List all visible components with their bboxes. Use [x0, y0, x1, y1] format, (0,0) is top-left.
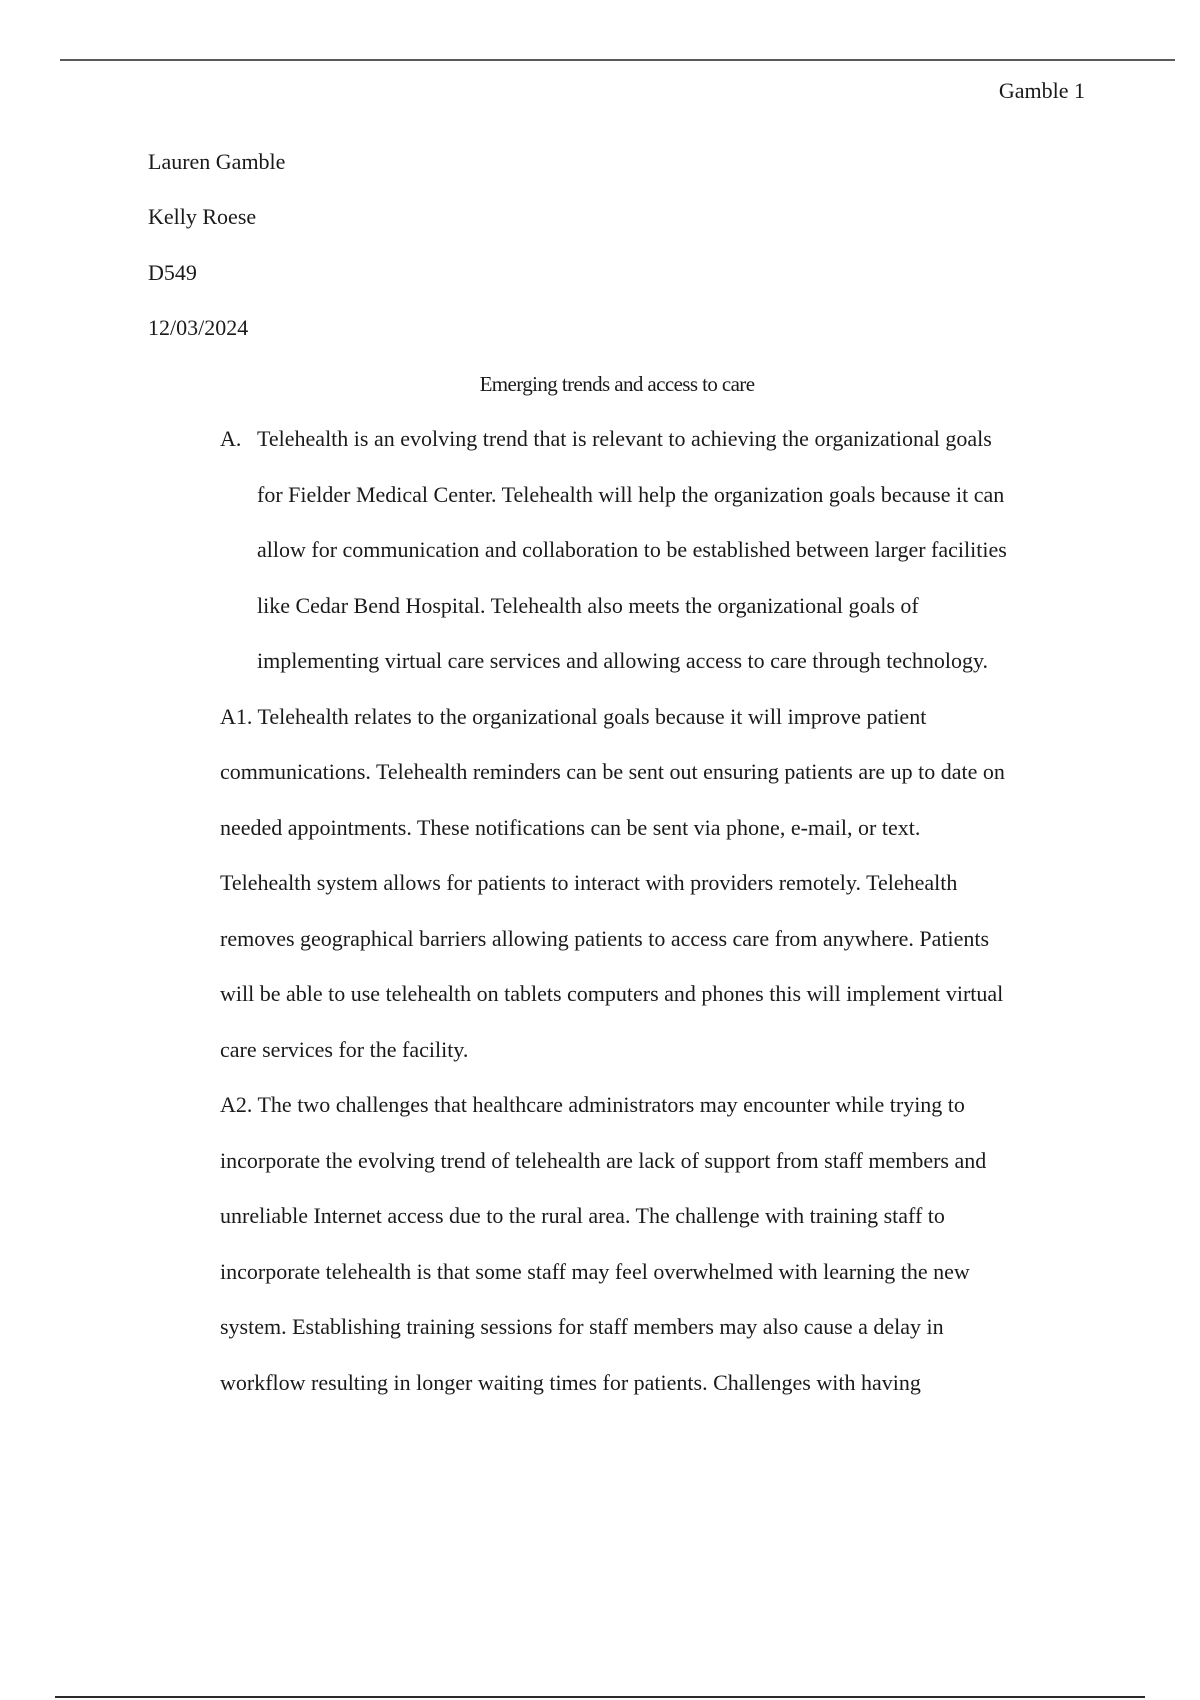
section-a-line: allow for communication and collaboration to be established between larger facilities	[257, 537, 1007, 562]
section-a2-line: workflow resulting in longer waiting times for patients. Challenges with having	[220, 1370, 921, 1395]
running-head: Gamble 1	[998, 78, 1085, 103]
section-a-line: implementing virtual care services and allowing access to care through technology.	[257, 648, 989, 673]
author-name: Lauren Gamble	[148, 149, 286, 174]
document-date: 12/03/2024	[148, 315, 249, 340]
section-a2-line: system. Establishing training sessions for staff members may also cause a delay in	[220, 1314, 944, 1339]
course-code: D549	[148, 260, 197, 285]
section-a2-line: incorporate the evolving trend of telehealth are lack of support from staff members and	[220, 1148, 987, 1173]
section-a-line: Telehealth is an evolving trend that is relevant to achieving the organizational goals	[257, 426, 992, 451]
section-a1-line: Telehealth system allows for patients to interact with providers remotely. Telehealth	[220, 870, 958, 895]
section-a1-line: care services for the facility.	[220, 1037, 469, 1062]
section-a1-line: will be able to use telehealth on tablets computers and phones this will implement virtual	[220, 981, 1004, 1006]
section-a2-line: incorporate telehealth is that some staff may feel overwhelmed with learning the new	[220, 1259, 970, 1284]
page-top-rule	[60, 59, 1175, 61]
document-title: Emerging trends and access to care	[479, 372, 755, 396]
instructor-name: Kelly Roese	[148, 204, 257, 229]
section-a1-line: communications. Telehealth reminders can be sent out ensuring patients are up to date on	[220, 759, 1005, 784]
section-a2-line: A2. The two challenges that healthcare administrators may encounter while trying to	[220, 1092, 965, 1117]
section-a2-line: unreliable Internet access due to the rural area. The challenge with training staff to	[220, 1203, 945, 1228]
section-a1-line: A1. Telehealth relates to the organizational goals because it will improve patient	[220, 704, 927, 729]
section-a-line: for Fielder Medical Center. Telehealth will help the organization goals because it can	[257, 482, 1005, 507]
section-a-line: like Cedar Bend Hospital. Telehealth also meets the organizational goals of	[257, 593, 919, 618]
section-a-marker: A.	[220, 426, 242, 451]
section-a1-line: needed appointments. These notifications can be sent via phone, e-mail, or text.	[220, 815, 921, 840]
section-a1-line: removes geographical barriers allowing patients to access care from anywhere. Patients	[220, 926, 990, 951]
page-bottom-rule	[55, 1696, 1145, 1698]
